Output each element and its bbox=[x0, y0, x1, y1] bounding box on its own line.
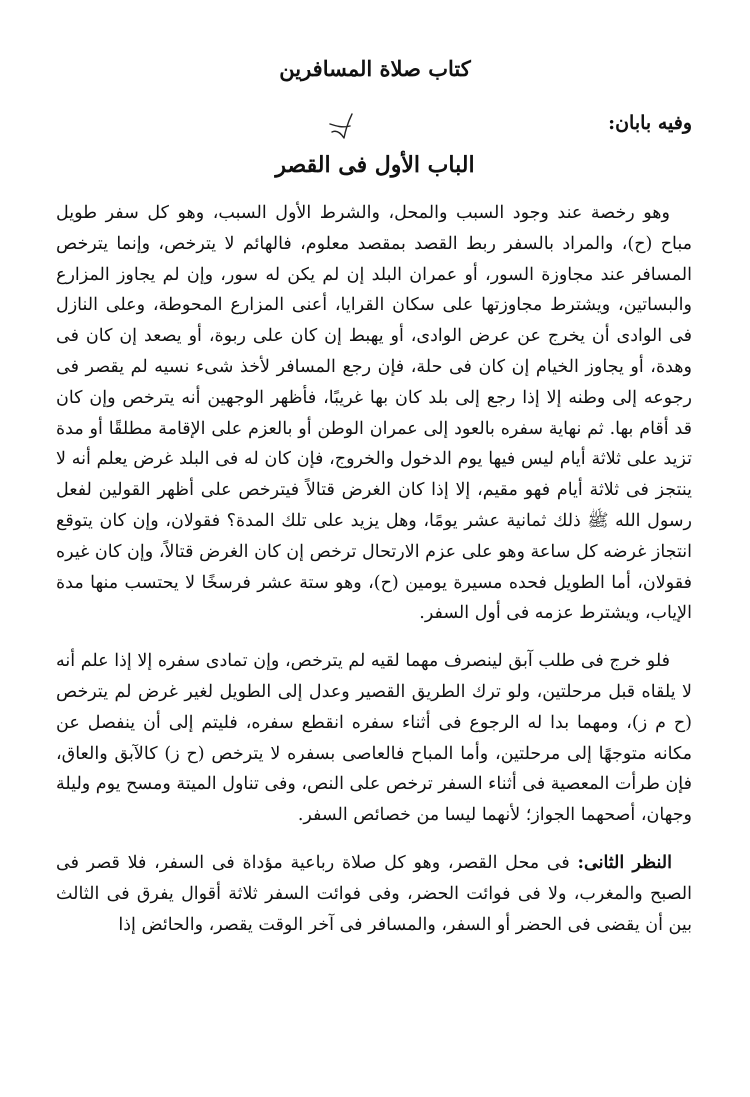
paragraph-3-text: فى محل القصر، وهو كل صلاة رباعية مؤداة فى السفر، فلا قصر فى الصبح والمغرب، ولا فى فوائت الحضر، وفى فوائت السفر ثلاثة أقوال يفرق فى الثالث بين أن يقضى فى الحضر أو السفر، والمسافر فى آخر الوقت يقصر، والحائض إذا bbox=[56, 852, 692, 935]
paragraph-3 bbox=[56, 848, 692, 940]
book-title: كتاب صلاة المسافرين bbox=[279, 56, 471, 81]
paragraph-1: وهو رخصة عند وجود السبب والمحل، والشرط الأول السبب، وهو كل سفر طويل مباح (ح)، والمراد بالسفر ربط القصد بمقصد معلوم، فالهائم لا يترخص، وإنما يترخص المسافر عند مجاوزة السور، أو عمران البلد إن لم يكن له سور، وإن لم يجاوز المزارع والبساتين، ويشترط مجاوزتها على سكان القرايا، أعنى المزارع المحوطة، وعلى النازل فى الوادى أن يخرج عن عرض الوادى، أو يهبط إن كان على ربوة، أو يصعد إن كان فى وهدة، أو يجاوز الخيام إن كان فى حلة، فإن رجع المسافر لأخذ شىء نسيه لم يقصر فى رجوعه إلى وطنه إلا إذا رجع إلى بلد كان بها غريبًا، فأظهر الوجهين أنه يترخص وإن كان قد أقام بها. ثم نهاية سفره بالعود إلى عمران الوطن أو بالعزم على الإقامة مطلقًا أو مدة تزيد على ثلاثة أيام ليس فيها يوم الدخول والخروج، فإن كان له فى البلد غرض يعلم أنه لا ينتجز فى ثلاثة أيام فهو مقيم، إلا إذا كان الغرض قتالاً فيترخص على أظهر القولين لفعل رسول الله ﷺ ذلك ثمانية عشر يومًا، وهل يزيد على تلك المدة؟ فقولان، وإن كان يتوقع انتجاز غرضه كل ساعة وهو على عزم الارتحال ترخص إن كان الغرض قتالاً، وإن كان غيره فقولان، أما الطويل فحده مسيرة يومين (ح)، وهو ستة عشر فرسخًا لا يحتسب منها مدة الإياب، ويشترط عزمه فى أول السفر. bbox=[56, 203, 692, 624]
chapter-title: الباب الأول فى القصر bbox=[275, 152, 475, 178]
body-text bbox=[56, 198, 692, 957]
sub-heading: وفيه بابان: bbox=[608, 112, 692, 134]
paragraph-2: فلو خرج فى طلب آبق لينصرف مهما لقيه لم يترخص، وإن تمادى سفره إلا إذا علم أنه لا يلقاه قبل مرحلتين، ولو ترك الطريق القصير وعدل إلى الطويل لغير غرض لم يترخص (ح م ز)، ومهما بدا له الرجوع فى أثناء سفره انقطع سفره، فليتم إلى أن ينفصل عن مكانه متوجهًا إلى مرحلتين، وأما المباح فالعاصى بسفره لا يترخص (ح ز) كالآبق والعاق، فإن طرأت المعصية فى أثناء السفر ترخص على النص، وفى تناول الميتة ومسح يوم وليلة وجهان، أصحهما الجواز؛ لأنهما ليسا من خصائص السفر. bbox=[56, 651, 692, 826]
section-term: النظر الثانى: bbox=[577, 852, 672, 873]
handwritten-mark bbox=[322, 112, 366, 146]
